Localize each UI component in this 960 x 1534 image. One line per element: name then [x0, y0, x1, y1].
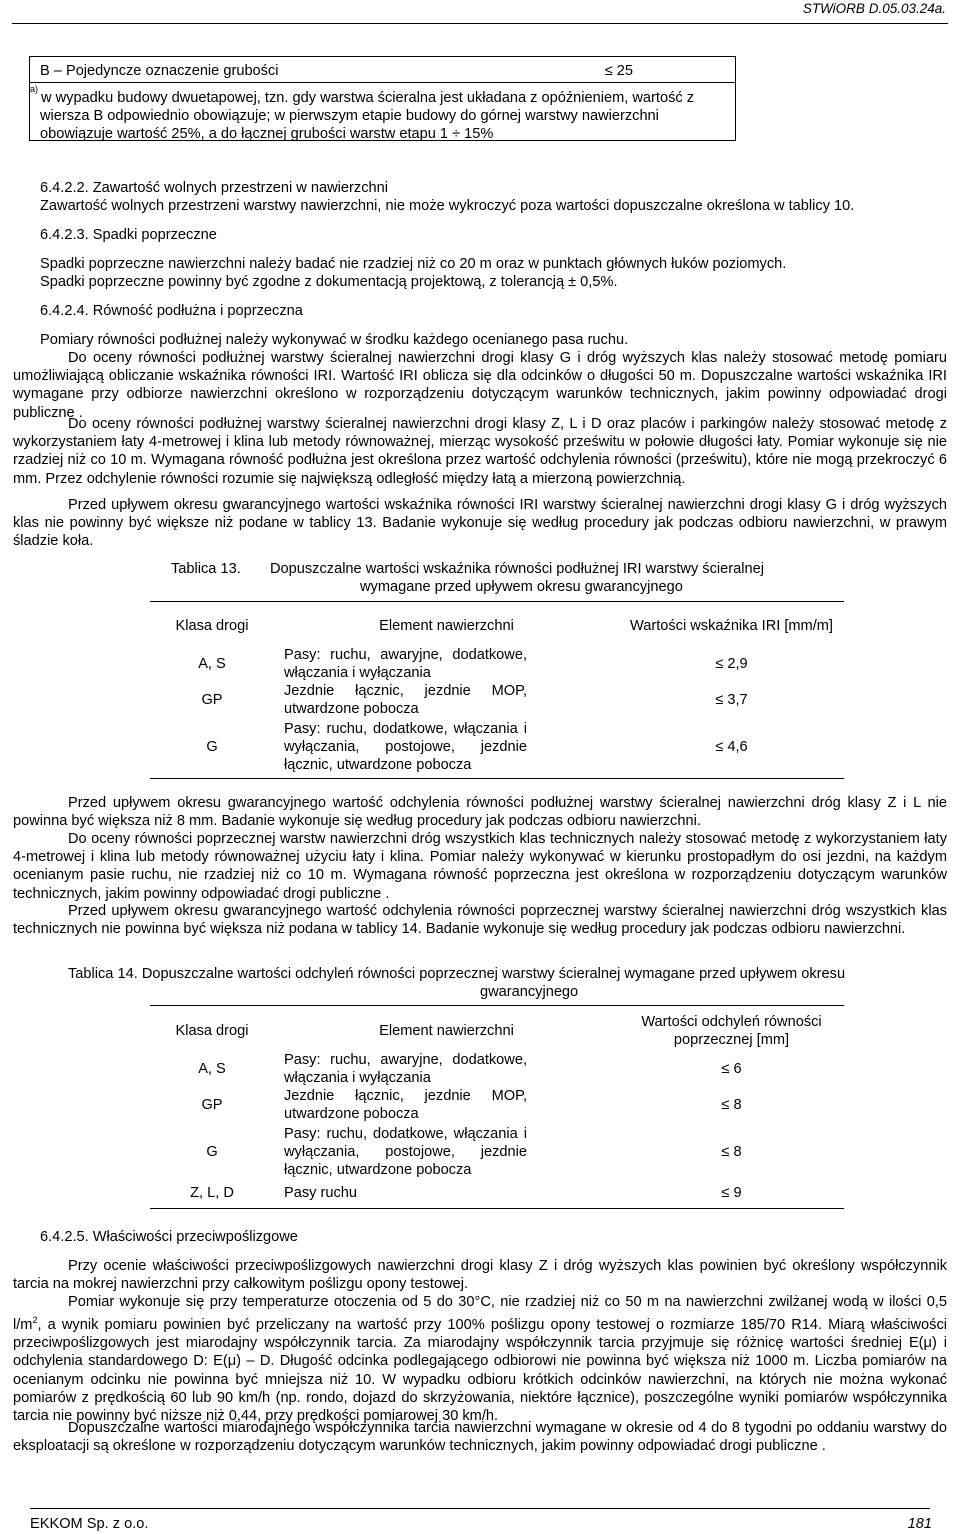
row-b-label: B – Pojedyncze oznaczenie grubości — [40, 63, 279, 79]
s625-p2 — [13, 1293, 947, 1425]
header-rule — [12, 23, 948, 24]
footnote-text — [30, 84, 725, 143]
table14-klasa: G — [206, 1143, 218, 1160]
box-divider — [30, 82, 735, 83]
table14-header-row — [150, 1011, 844, 1051]
table14-bottom-rule — [150, 1208, 844, 1209]
s625-p2-sup: 2 — [32, 1315, 38, 1326]
section-heading-6-4-2-5: 6.4.2.5. Właściwości przeciwpoślizgowe — [40, 1229, 298, 1245]
table13-value: ≤ 2,9 — [715, 655, 748, 672]
table14-klasa: GP — [201, 1096, 223, 1113]
table13-caption-line2: wymagane przed upływem okresu gwarancyjnego — [360, 579, 683, 595]
s623-text2: Spadki poprzeczne powinny być zgodne z dokumentacją projektową, z tolerancją ± 0,5%. — [40, 274, 618, 290]
s625-p2-end: , a wynik pomiaru powinien być przeliczany na wartość przy 100% poślizgu opony testowej o rozmiarze 185/70 R14. Miarą właściwości przeciwpoślizgowych jest miarodajny współczynnik tarcia. Za miarodajny współczynnik tarcia przyjmuje się różnicę wartości średniej E(μ) i odchylenia standardowego D: E(μ) – D. Długość odcinka podlegającego odbiorowi nie powinna być większa niż 1000 m. Liczba pomiarów na ocenianym odcinku nie powinna być mniejsza niż 10. W wypadku odbioru krótkich odcinków nawierzchni, na których nie można wykonać pomiarów z prędkością 60 lub 90 km/h (np. rondo, dojazd do skrzyżowania, niektóre łącznice), poszczególne wyniki pomiarów współczynnika tarcia nie powinny być niższe niż 0,44, przy prędkości pomiarowej 30 km/h. — [13, 1317, 947, 1425]
table14-caption-line2: gwarancyjnego — [480, 984, 579, 1000]
table14-klasa: Z, L, D — [190, 1184, 234, 1201]
table14-element: Pasy: ruchu, awaryjne, dodatkowe, włączania i wyłączania — [284, 1052, 527, 1086]
s624-p3: Do oceny równości podłużnej warstwy ścieralnej nawierzchni drogi klasy Z, L i D oraz placów i parkingów należy stosować metodę z wykorzystaniem łaty 4-metrowej i klina lub metody równoważnej, mierząc wysokość prześwitu w połowie długości łaty. Pomiar wykonuje się nie rzadziej niż co 10 m. Wymagana równość podłużna jest określona przez wartość odchylenia równości (prześwitu), które nie mogą przekroczyć 6 mm. Przez odchylenie równości rozumie się największą odległość między łatą a mierzoną powierzchnią. — [13, 416, 947, 487]
footnote-mark: a) — [30, 84, 39, 94]
table13-header-row — [150, 606, 844, 646]
table13-header-value: Wartości wskaźnika IRI [mm/m] — [630, 617, 833, 634]
table13-value: ≤ 4,6 — [715, 738, 748, 755]
footer-rule — [30, 1508, 930, 1509]
after13-p3: Przed upływem okresu gwarancyjnego wartość odchylenia równości poprzecznej warstwy ścieralnej nawierzchni dróg wszystkich klas technicznych nie powinna być większa niż podana w tablicy 14. Badanie wykonuje się według procedury jak podczas odbioru nawierzchni. — [13, 903, 947, 938]
table14-value: ≤ 8 — [721, 1096, 742, 1113]
s622-text: Zawartość wolnych przestrzeni warstwy nawierzchni, nie może wykroczyć poza wartości dopuszczalne określona w tablicy 10. — [40, 198, 855, 214]
table-row — [150, 646, 844, 682]
s623-text1: Spadki poprzeczne nawierzchni należy badać nie rzadziej niż co 20 m oraz w punktach głównych łuków poziomych. — [40, 256, 787, 272]
table14-header-element: Element nawierzchni — [379, 1022, 514, 1039]
table13-bottom-rule — [150, 778, 844, 779]
s625-p3: Dopuszczalne wartości miarodajnego współczynnika tarcia nawierzchni wymagane w okresie od 4 do 8 tygodni po oddaniu warstwy do eksploatacji są określone w rozporządzeniu dotyczącym warunków technicznych, jakim powinny odpowiadać drogi publiczne . — [13, 1420, 947, 1455]
table13-value: ≤ 3,7 — [715, 691, 748, 708]
after13-p2: Do oceny równości poprzecznej warstw nawierzchni dróg wszystkich klas technicznych należy stosować metodę z wykorzystaniem łaty 4-metrowej i klina lub metody równoważnej użyciu łaty i klina. Pomiar należy wykonywać w kierunku prostopadłym do osi jezdni, na każdym ocenianym pasie ruchu, nie rzadziej niż co 10 m. Wymagana równość poprzeczna jest określona w rozporządzeniu dotyczącym warunków technicznych, jakim powinny odpowiadać drogi publiczne . — [13, 831, 947, 902]
footer-company: EKKOM Sp. z o.o. — [30, 1516, 149, 1532]
table14-value: ≤ 6 — [721, 1060, 742, 1077]
table14-element: Jezdnie łącznic, jezdnie MOP, utwardzone pobocza — [284, 1088, 527, 1122]
table13-element: Jezdnie łącznic, jezdnie MOP, utwardzone pobocza — [284, 683, 527, 717]
table14-header-klasa: Klasa drogi — [175, 1022, 249, 1039]
table13-header-element: Element nawierzchni — [379, 617, 514, 634]
table13-element: Pasy: ruchu, dodatkowe, włączania i wyłączania, postojowe, jezdnie łącznic, utwardzone pobocza — [284, 721, 527, 773]
table14 — [150, 1011, 844, 1205]
row-b-value: ≤ 25 — [604, 63, 633, 79]
row-b — [40, 62, 725, 80]
table13-element: Pasy: ruchu, awaryjne, dodatkowe, włączania i wyłączania — [284, 647, 527, 681]
table13-top-rule — [150, 601, 844, 602]
s624-p1: Pomiary równości podłużnej należy wykonywać w środku każdego ocenianego pasa ruchu. — [40, 332, 629, 348]
after13-p1: Przed upływem okresu gwarancyjnego wartość odchylenia równości podłużnej warstwy ścieralnej nawierzchni dróg klasy Z i L nie powinna być większa niż 8 mm. Badanie wykonuje się według procedury jak podczas odbioru nawierzchni. — [13, 795, 947, 830]
table14-element: Pasy ruchu — [284, 1184, 358, 1201]
footnote-body: w wypadku budowy dwuetapowej, tzn. gdy warstwa ścieralna jest układana z opóźnieniem, wartość z wiersza B odpowiednio obowiązuje; w pierwszym etapie budowy do górnej warstwy nawierzchni obowiązuje wartość 25%, a do łącznej grubości warstw etapu 1 ÷ 15% — [40, 89, 695, 143]
table-row — [150, 682, 844, 718]
table14-top-rule — [150, 1005, 844, 1006]
table14-header-value: Wartości odchyleń równości poprzecznej [mm] — [641, 1013, 822, 1048]
table13-caption-line1: Dopuszczalne wartości wskaźnika równości podłużnej IRI warstwy ścieralnej — [270, 561, 764, 577]
table-row — [150, 1123, 844, 1181]
s625-p2-start: Pomiar wykonuje się przy temperaturze otoczenia od 5 do 30°C, nie rzadziej niż co 50 m na nawierzchni zwilżanej wodą w ilości 0,5 l/m — [13, 1294, 947, 1334]
table-row — [150, 718, 844, 776]
table14-value: ≤ 8 — [721, 1143, 742, 1160]
table-row — [150, 1181, 844, 1205]
section-heading-6-4-2-3: 6.4.2.3. Spadki poprzeczne — [40, 227, 217, 243]
s624-p2: Do oceny równości podłużnej warstwy ścieralnej nawierzchni drogi klasy G i dróg wyższych klas należy stosować metodę pomiaru umożliwiającą obliczanie wskaźnika równości IRI. Wartość IRI oblicza się dla odcinków o długości 50 m. Dopuszczalne wartości wskaźnika IRI wymagane przy odbiorze nawierzchni określono w rozporządzeniu dotyczącym warunków technicznych, jakim powinny odpowiadać drogi publiczne . — [13, 350, 947, 421]
table14-caption-line1: Tablica 14. Dopuszczalne wartości odchyleń równości poprzecznej warstwy ścieralnej wymagane przed upływem okresu — [68, 966, 846, 982]
footer-page-number: 181 — [907, 1516, 932, 1532]
section-heading-6-4-2-2: 6.4.2.2. Zawartość wolnych przestrzeni w nawierzchni — [40, 180, 388, 196]
table13-klasa: GP — [201, 691, 223, 708]
table14-value: ≤ 9 — [721, 1184, 742, 1201]
table14-element: Pasy: ruchu, dodatkowe, włączania i wyłączania, postojowe, jezdnie łącznic, utwardzone pobocza — [284, 1126, 527, 1178]
section-heading-6-4-2-4: 6.4.2.4. Równość podłużna i poprzeczna — [40, 303, 303, 319]
s625-p1: Przy ocenie właściwości przeciwpoślizgowych nawierzchni drogi klasy Z i dróg wyższych klas powinien być określony współczynnik tarcia na mokrej nawierzchni przy całkowitym poślizgu opony testowej. — [13, 1258, 947, 1293]
table-row — [150, 1051, 844, 1087]
table-row — [150, 1087, 844, 1123]
table13-label: Tablica 13. — [171, 561, 241, 577]
s624-p4: Przed upływem okresu gwarancyjnego wartości wskaźnika równości IRI warstwy ścieralnej nawierzchni drogi klasy G i dróg wyższych klas nie powinny być większe niż podane w tablicy 13. Badanie wykonuje się według procedury jak podczas odbioru nawierzchni, w prawym śladzie koła. — [13, 497, 947, 550]
table13-klasa: A, S — [198, 655, 226, 672]
table13-klasa: G — [206, 738, 218, 755]
table14-klasa: A, S — [198, 1060, 226, 1077]
page-header-code: STWiORB D.05.03.24a. — [802, 1, 946, 16]
table13-header-klasa: Klasa drogi — [175, 617, 249, 634]
footnote-box — [29, 56, 736, 141]
table13 — [150, 606, 844, 776]
